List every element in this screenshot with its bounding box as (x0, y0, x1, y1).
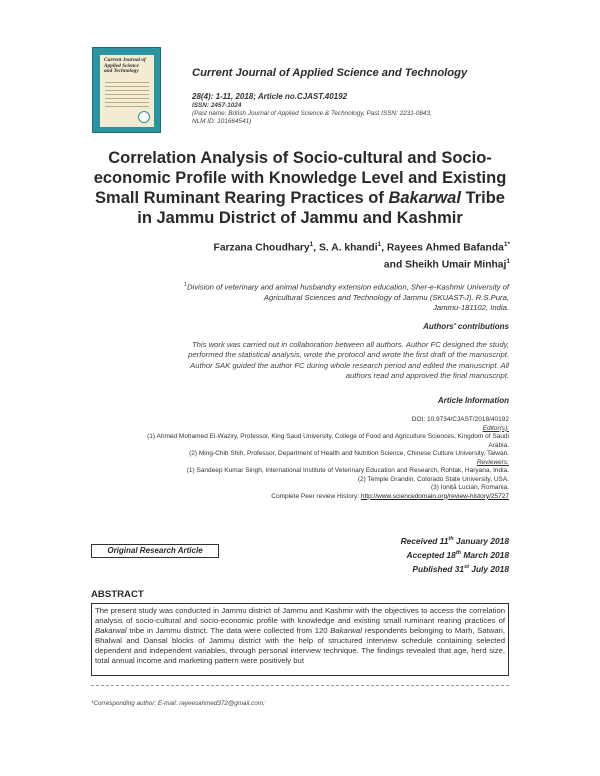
abstract-text (95, 606, 505, 667)
author-affiliation-mark: 1 (377, 241, 382, 248)
author-affiliation-mark: 1* (503, 241, 510, 248)
article-info (49, 416, 509, 501)
date-text: January 2018 (453, 535, 509, 546)
doi: DOI: 10.9734/CJAST/2018/40192 (411, 416, 509, 423)
date-suffix: th (448, 536, 454, 542)
date-text: Accepted 18 (406, 549, 456, 560)
affiliation-mark: 1 (184, 282, 187, 288)
author-line (90, 255, 510, 272)
affiliation-line: Agricultural Sciences and Technology of Jammu (SKUAST-J), R.S.Pura, (263, 292, 509, 302)
journal-cover-image (92, 47, 161, 133)
title-line: in Jammu District of Jammu and Kashmir (137, 209, 463, 227)
previous-name-line: NLM ID: 101664541) (192, 118, 252, 125)
published-date (401, 561, 509, 575)
publication-dates (401, 533, 509, 575)
journal-issn: ISSN: 2457-1024 (192, 102, 242, 109)
cover-panel (100, 55, 154, 127)
author-name: and Sheikh Umair Minhaj (383, 259, 507, 271)
title-emphasis: Bakarwal (388, 189, 461, 207)
review-history-label: Complete Peer review History: (271, 492, 361, 500)
abstract-emphasis: Bakarwal (95, 626, 127, 636)
title-line: economic Profile with Knowledge Level and Existing (93, 169, 507, 187)
contributions-heading: Authors' contributions (423, 322, 509, 331)
title-line (60, 188, 540, 208)
cover-decoration (105, 82, 149, 110)
review-history (49, 493, 509, 502)
date-text: March 2018 (461, 549, 509, 560)
article-type-badge: Original Research Article (91, 544, 219, 558)
journal-citation: 28(4): 1-11, 2018; Article no.CJAST.40192 (192, 92, 348, 101)
affiliation-line: Jammu-181102, India. (433, 303, 509, 313)
author-list (90, 238, 510, 273)
abstract-heading: ABSTRACT (91, 589, 144, 600)
abstract-emphasis: Bakarwal (330, 626, 362, 636)
contributions-line: This work was carried out in collaboration between all authors. Author FC designed the study, (191, 340, 509, 349)
received-date (401, 533, 509, 547)
date-suffix: th (455, 550, 462, 556)
review-history-link[interactable]: http://www.sciencedomain.org/review-history/25727 (360, 492, 509, 500)
paper-title (60, 148, 540, 228)
editors-label: Editor(s): (482, 424, 509, 432)
abstract-text-part: The present study was conducted in Jammu district of Jammu and Kashmir with the objectives to access the correlation analysis of socio-cultural and socio-economic profile with knowledge and existing small ruminant rearing practices of (95, 606, 505, 626)
journal-name: Current Journal of Applied Science and Technology (192, 67, 468, 79)
affiliation-line (109, 280, 509, 293)
abstract-box (91, 603, 509, 676)
accepted-date (401, 547, 509, 561)
journal-previous-name (192, 110, 522, 126)
reviewer-entry: (3) Ioniță Lucian, Romania. (430, 484, 509, 491)
affiliation (109, 280, 509, 314)
cover-title-line: and Technology (104, 68, 139, 75)
contributions-text (79, 340, 509, 381)
author-name: , Rayees Ahmed Bafanda (381, 242, 504, 254)
date-text: Received 11 (400, 535, 449, 546)
contributions-line: authors read and approved the final manuscript. (345, 370, 509, 380)
previous-name-line: (Past name: British Journal of Applied Science & Technology, Past ISSN: 2231-0843, (192, 110, 432, 117)
cover-title-line: Current Journal of (104, 57, 146, 63)
title-line: Correlation Analysis of Socio-cultural and Socio- (108, 149, 492, 167)
date-suffix: st (464, 564, 469, 570)
editor-entry: (1) Ahmed Mohamed El-Waziry, Professor, King Saud University, College of Food and Agriculture Sciences, Kingdom of Saudi (147, 433, 509, 440)
cover-title (104, 58, 150, 75)
reviewer-entry: (1) Sandeep Kumar Singh, International Institute of Veterinary Education and Research, Rohtak, Haryana, India. (186, 467, 509, 474)
affiliation-text: Division of veterinary and animal husbandry extension education, Sher-e-Kashmir University of (186, 282, 509, 292)
cover-title-line: Applied Science (104, 62, 139, 69)
editor-entry: (2) Ming-Chih Shih, Professor, Department of Health and Nutrition Science, Chinese Culture University, Taiwan. (189, 450, 509, 457)
reviewer-entry: (2) Temple Grandin, Colorado State University, USA. (357, 475, 509, 483)
abstract-text-part: respondents belonging to Marh, Satwari, Bhalwal and Dansal blocks of Jammu district with the help of structured interview schedule containing selected dependent and independent variables, through personal interview technique. The findings revealed that age, herd size, total annual income and marketing pattern were positively but (95, 626, 505, 666)
editor-entry: Arabia. (488, 441, 509, 449)
date-text: Published 31 (412, 563, 465, 574)
author-name: , S. A. khandi (313, 242, 378, 254)
reviewers-label: Reviewers: (476, 458, 509, 466)
corresponding-author-footnote: *Corresponding author: E-mail: rayeesahmed372@gmail.com; (91, 700, 265, 707)
title-text: Tribe (460, 189, 505, 207)
contributions-line: Author SAK guided the author FC during whole research period and edited the manuscript. All (190, 360, 509, 370)
contributions-line: performed the statistical analysis, wrote the protocol and wrote the first draft of the manuscript. (188, 350, 509, 360)
author-affiliation-mark: 1 (506, 258, 510, 266)
author-affiliation-mark: 1 (309, 241, 314, 248)
author-line (90, 238, 510, 255)
abstract-text-part: tribe in Jammu district. The data were collected from 120 (126, 626, 331, 636)
date-text: July 2018 (468, 563, 509, 574)
cover-seal-icon (138, 111, 150, 123)
title-text: Small Ruminant Rearing Practices of (95, 189, 389, 207)
article-info-heading: Article Information (437, 396, 509, 405)
author-name: Farzana Choudhary (213, 242, 310, 254)
footnote-divider (91, 685, 509, 686)
